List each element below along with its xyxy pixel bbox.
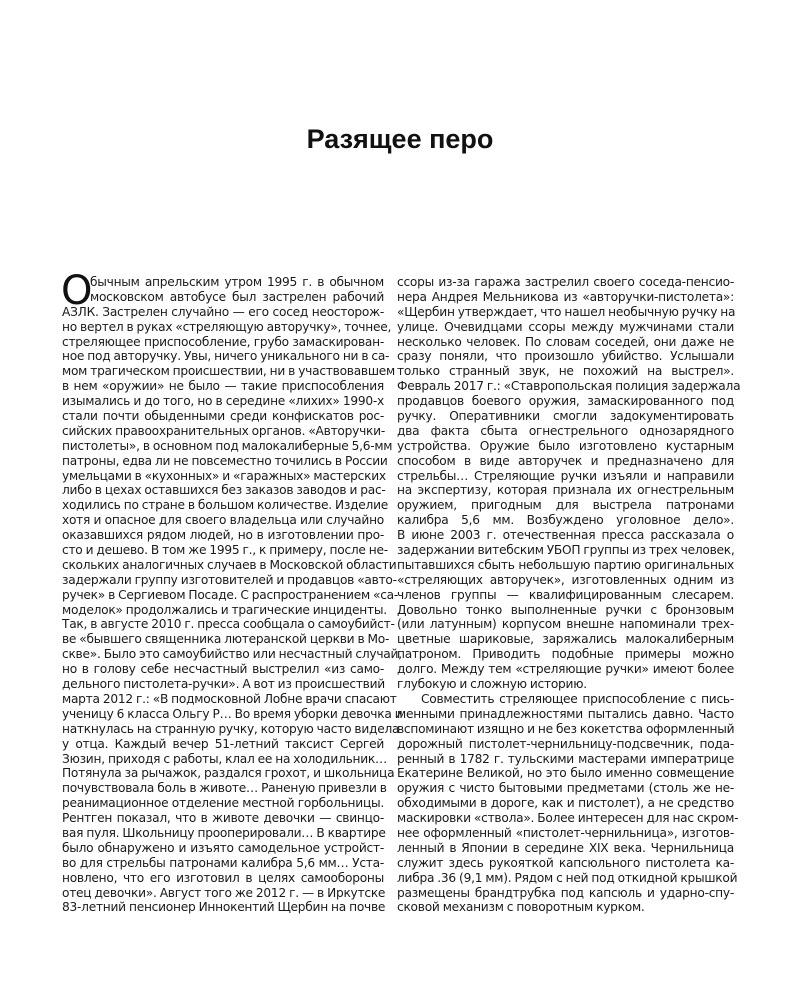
text-line: марта 2012 г.: «В подмосковной Лобне врачи спасают bbox=[62, 691, 397, 706]
text-line: сковой механизм с поворотным курком. bbox=[397, 900, 645, 915]
text-line: 83-летний пенсионер Иннокентий Щербин на почве bbox=[62, 900, 386, 915]
text-line: оружия с чисто бытовыми предметами (столь же не- bbox=[397, 781, 734, 796]
text-line: скольких аналогичных случаев в Московской области bbox=[62, 557, 397, 572]
text-line: АЗЛК. Застрелен случайно — его сосед неосторож- bbox=[62, 304, 384, 319]
text-line: было обнаружено и изъято самодельное устройст- bbox=[62, 840, 384, 855]
text-line: ручку. Оперативники смогли задокументировать bbox=[397, 409, 734, 424]
text-line: сразу поняли, что произошло убийство. Услышали bbox=[397, 349, 734, 364]
text-line: долго. Между тем «стреляющие ручки» имеют более bbox=[397, 662, 734, 677]
text-line: «стреляющих авторучек», изготовленных одним из bbox=[397, 572, 734, 587]
text-line: улице. Очевидцами ссоры между мужчинами стали bbox=[397, 319, 734, 334]
text-line: «Щербин утверждает, что нашел необычную ручку на bbox=[397, 304, 736, 319]
text-line: калибра 5,6 мм. Возбуждено уголовное дело». bbox=[397, 513, 734, 528]
text-line: ручек» в Сергиевом Посаде. С распространением «са- bbox=[62, 587, 399, 602]
text-line: реанимационное отделение местной горбольницы. bbox=[62, 796, 384, 811]
text-line: несколько человек. По словам соседей, они даже не bbox=[397, 334, 734, 349]
text-line: (или латунным) корпусом внешне напоминали трех- bbox=[397, 617, 734, 632]
text-line: либо в цехах оставшихся без заказов заводов и рас- bbox=[62, 483, 386, 498]
text-line: дельного пистолета-ручки». А вот из происшествий bbox=[62, 677, 385, 692]
text-line: размещены брандтрубка под капсюль и ударно-спу- bbox=[397, 885, 734, 900]
text-line: Февраль 2017 г.: «Ставропольская полиция задержала bbox=[397, 379, 741, 394]
text-line: обходимыми в дороге, как и пистолет), а не средство bbox=[397, 796, 734, 811]
text-line: но вертел в руках «стреляющую авторучку», точнее, bbox=[62, 319, 392, 334]
text-line: мом трагическом происшествии, ни в участвовавшем bbox=[62, 364, 395, 379]
text-line: у отца. Каждый вечер 51-летний таксист Сергей bbox=[62, 736, 384, 751]
text-line: бычным апрельским утром 1995 г. в обычном bbox=[90, 275, 384, 289]
text-line: Екатерине Великой, но это было именно совмещение bbox=[397, 766, 734, 781]
text-line: скве». Было это самоубийство или несчастный случай, bbox=[62, 647, 402, 662]
text-line: Так, в августе 2010 г. пресса сообщала о самоубийст- bbox=[62, 617, 395, 632]
text-line: умельцами в «кухонных» и «гаражных» мастерских bbox=[62, 468, 386, 483]
text-line: пистолеты», в основном под малокалиберные 5,6-мм bbox=[62, 438, 393, 453]
text-line: нее оформленный «пистолет-чернильница», изготов- bbox=[397, 825, 734, 840]
text-line: во для стрельбы патронами калибра 5,6 мм… Уста- bbox=[62, 855, 384, 870]
text-line: ве «бывшего священника лютеранской церкви в Мо- bbox=[62, 632, 390, 647]
text-line: в нем «оружии» не было — такие приспособления bbox=[62, 379, 384, 394]
text-line: новлено, что его изготовил в целях самообороны bbox=[62, 870, 384, 885]
text-line: устройства. Оружие было изготовлено кустарным bbox=[397, 438, 734, 453]
text-line: оружием, пригодным для выстрела патронами bbox=[397, 498, 734, 513]
text-line: задержали группу изготовителей и продавцов «авто- bbox=[62, 572, 397, 587]
text-line: ученицу 6 класса Ольгу Р… Во время уборки девочка и bbox=[62, 706, 403, 721]
text-line: вспоминают изящно и не без кокетства оформленный bbox=[397, 721, 735, 736]
text-line: наткнулась на странную ручку, которую часто видела bbox=[62, 721, 400, 736]
text-line: Потянула за рычажок, раздался грохот, и школьница bbox=[62, 766, 395, 781]
text-line: изымались и до того, но в середине «лихих» 1990-х bbox=[62, 394, 384, 409]
text-line: только странный звук, не похожий на выстрел». bbox=[397, 364, 734, 379]
page-title: Разящее перо bbox=[306, 124, 494, 155]
drop-cap: О bbox=[61, 268, 93, 314]
text-line: отец девочки». Август того же 2012 г. — в Иркутске bbox=[62, 885, 386, 900]
text-line: патроны, едва ли не повсеместно точились в России bbox=[62, 453, 388, 468]
text-line: глубокую и сложную историю. bbox=[397, 677, 587, 692]
text-line: менными принадлежностями пытались давно. Часто bbox=[397, 706, 734, 721]
text-line: ходились по стране в большом количестве. Изделие bbox=[62, 498, 388, 513]
text-line: ное под авторучку. Увы, ничего уникального ни в са- bbox=[62, 349, 390, 364]
text-line: патроном. Приводить подобные примеры можно bbox=[397, 647, 734, 662]
text-line: пытавшихся сбыть небольшую партию оригинальных bbox=[397, 557, 734, 572]
text-line: моделок» продолжались и трагические инциденты. bbox=[62, 602, 387, 617]
text-line: нера Андрея Мельникова из «авторучки-пистолета»: bbox=[397, 289, 734, 304]
text-line: сто и дешево. В том же 1995 г., к примеру, после не- bbox=[62, 543, 388, 558]
left-text-column bbox=[61, 268, 403, 915]
right-text-column bbox=[397, 275, 741, 915]
text-line: сийских правоохранительных органов. «Авторучки- bbox=[62, 423, 385, 438]
text-line: почувствовала боль в животе… Раненую привезли в bbox=[62, 781, 387, 796]
text-line: ссоры из-за гаража застрелил своего соседа-пенсио- bbox=[397, 275, 734, 289]
text-line: Зюзин, приходя с работы, клал ее на холодильник… bbox=[62, 751, 387, 766]
text-line: ренный в 1782 г. тульскими мастерами императрице bbox=[397, 751, 734, 766]
text-line: служит здесь рукояткой капсюльного пистолета ка- bbox=[397, 855, 734, 870]
text-line: ленный в Японии в середине XIX века. Чернильница bbox=[397, 840, 734, 855]
text-line: стрельбы… Стреляющие ручки изъяли и направили bbox=[397, 468, 734, 483]
text-line: хотя и опасное для своего владельца или случайно bbox=[62, 513, 384, 528]
text-line: но в голову себе несчастный выстрелил «из само- bbox=[62, 662, 384, 677]
text-line: способом в виде авторучек и предназначено для bbox=[397, 453, 734, 468]
text-line: Рентген показал, что в животе девочки — свинцо- bbox=[62, 811, 384, 826]
text-line: стреляющее приспособление, грубо замаскирован- bbox=[62, 334, 384, 349]
text-line: оказавшихся рядом людей, но в изготовлении про- bbox=[62, 528, 384, 543]
text-line: задержании витебским УБОП группы из трех человек, bbox=[397, 543, 735, 558]
text-line: Совместить стреляющее приспособление с пись- bbox=[421, 691, 734, 706]
text-line: продавцов боевого оружия, замаскированного под bbox=[397, 394, 734, 409]
text-line: два факта сбыта огнестрельного однозарядного bbox=[397, 423, 734, 438]
text-line: стали почти обыденными среди конфискатов рос- bbox=[62, 409, 384, 424]
text-line: В июне 2003 г. отечественная пресса рассказала о bbox=[397, 528, 734, 543]
text-line: на экспертизу, которая признала их огнестрельным bbox=[397, 483, 734, 498]
text-line: дорожный пистолет-чернильницу-подсвечник, пода- bbox=[397, 736, 734, 751]
text-line: Довольно тонко выполненные ручки с бронзовым bbox=[397, 602, 734, 617]
text-line: либра .36 (9,1 мм). Рядом с ней под откидной крышкой bbox=[397, 870, 738, 885]
text-line: московском автобусе был застрелен рабочий bbox=[90, 289, 384, 304]
text-line: вая пуля. Школьницу прооперировали… В квартире bbox=[62, 825, 386, 840]
text-line: цветные шариковые, заряжались малокалиберным bbox=[397, 632, 734, 647]
text-line: маскировки «ствола». Более интересен для нас скром- bbox=[397, 811, 739, 826]
text-line: членов группы — квалифицированным слесарем. bbox=[397, 587, 734, 602]
